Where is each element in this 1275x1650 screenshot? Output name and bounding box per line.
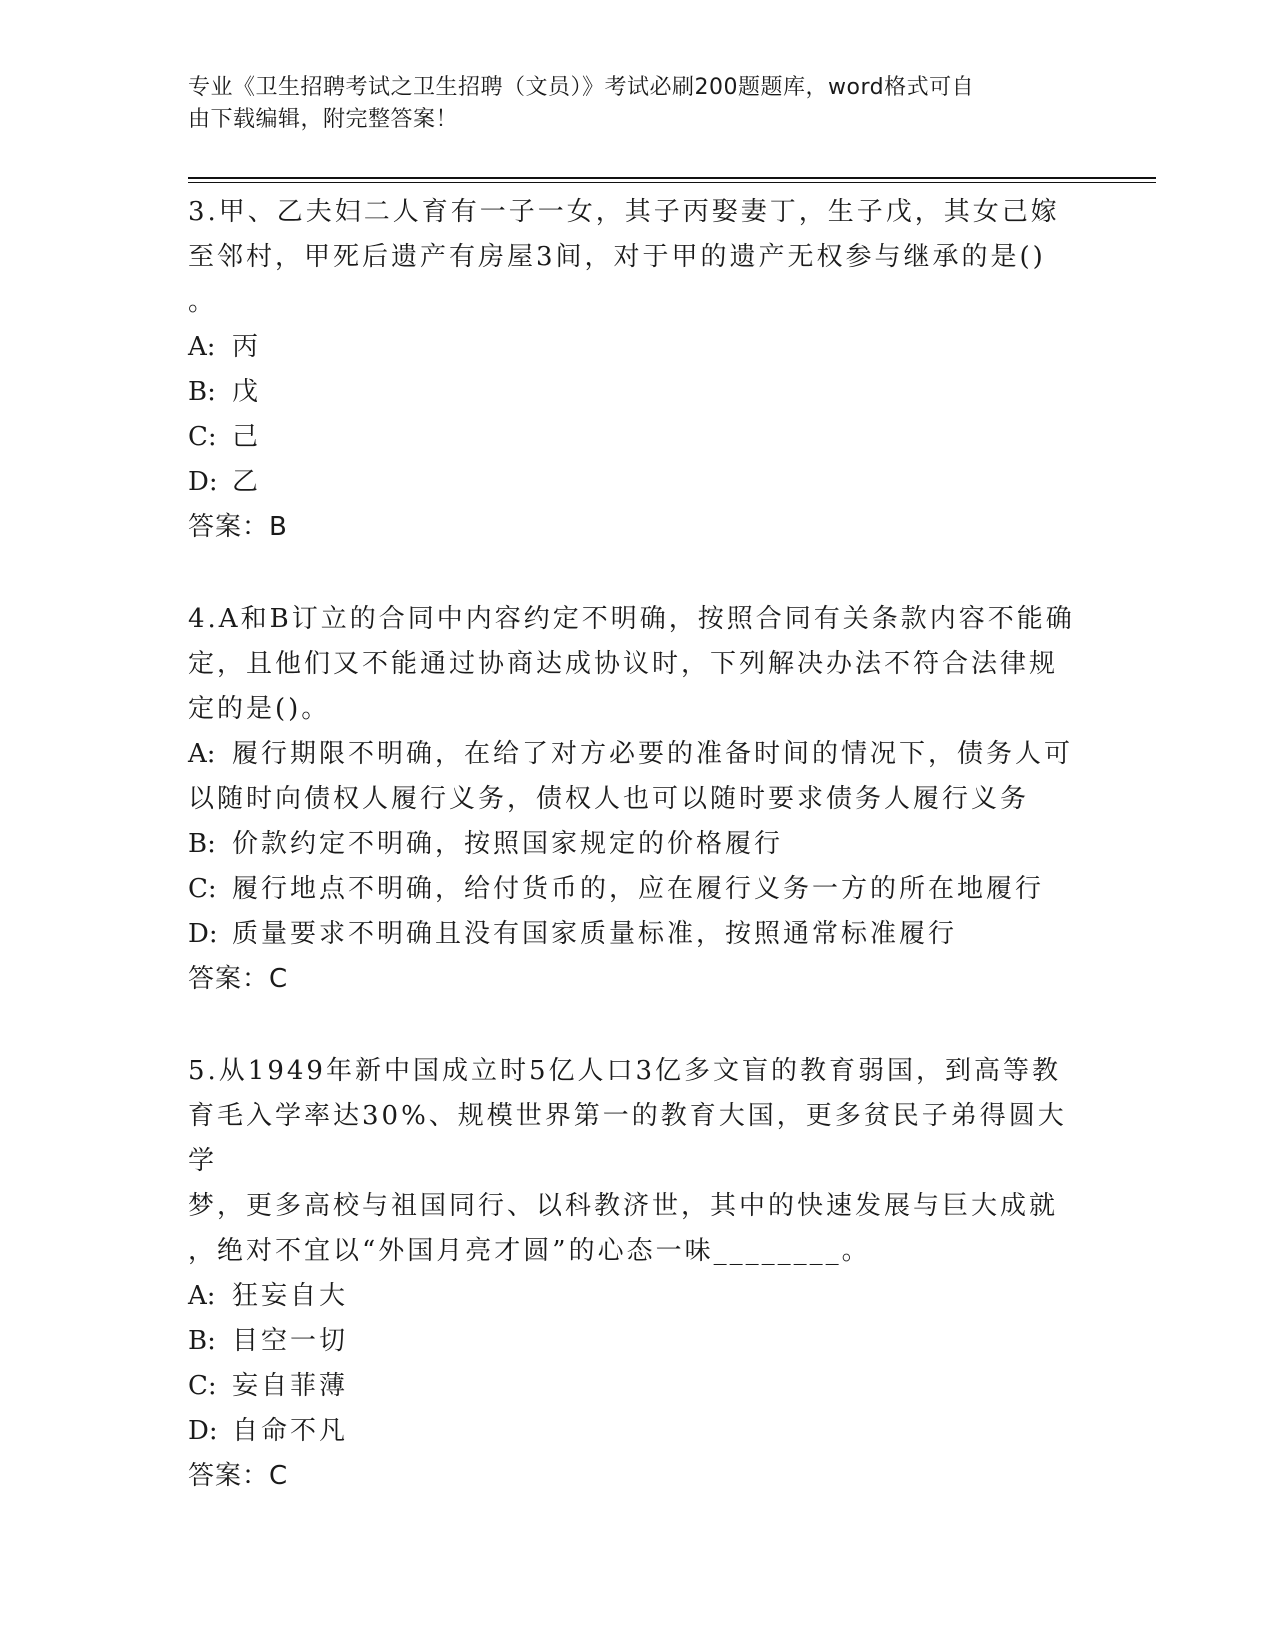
option-key: B: [188, 829, 216, 859]
option-text: 履行期限不明确，在给了对方必要的准备时间的情况下，债务人可 [232, 739, 1074, 769]
option-text: 价款约定不明确，按照国家规定的价格履行 [232, 829, 784, 859]
question-5-line-1: 5.从1949年新中国成立时5亿人口3亿多文盲的教育弱国，到高等教 [188, 1056, 1062, 1086]
question-4 [188, 597, 1088, 1002]
header-rule-thin [188, 182, 1156, 183]
question-4-option-c [188, 867, 1088, 912]
question-4-option-d [188, 912, 1088, 957]
option-key: C: [188, 874, 217, 904]
question-5-answer: 答案：C [188, 1461, 289, 1491]
question-3 [188, 190, 1088, 550]
header-rule-thick [188, 177, 1156, 179]
option-text: 目空一切 [232, 1326, 349, 1356]
question-5-line-3: 梦，更多高校与祖国同行、以科教济世，其中的快速发展与巨大成就 [188, 1191, 1059, 1221]
option-key: B: [188, 377, 216, 407]
question-4-line-2: 定，且他们又不能通过协商达成协议时，下列解决办法不符合法律规 [188, 649, 1059, 679]
question-3-option-a [188, 325, 1088, 370]
option-text: 丙 [232, 332, 262, 362]
option-key: B: [188, 1326, 216, 1356]
question-5-line-2: 育毛入学率达30%、规模世界第一的教育大国，更多贫民子弟得圆大学 [188, 1101, 1067, 1176]
option-text: 履行地点不明确，给付货币的，应在履行义务一方的所在地履行 [232, 874, 1045, 904]
question-5-option-d [188, 1409, 1088, 1454]
option-key: A: [188, 1281, 216, 1311]
option-text: 狂妄自大 [232, 1281, 349, 1311]
question-5-option-c [188, 1364, 1088, 1409]
option-key: D: [188, 919, 218, 949]
option-text: 戊 [232, 377, 262, 407]
question-3-answer: 答案：B [188, 512, 288, 542]
option-key: D: [188, 467, 218, 497]
question-3-option-c [188, 415, 1088, 460]
option-key: A: [188, 739, 216, 769]
question-4-line-3: 定的是()。 [188, 694, 331, 724]
option-text: 质量要求不明确且没有国家质量标准，按照通常标准履行 [232, 919, 958, 949]
question-4-option-a [188, 732, 1088, 777]
question-5 [188, 1049, 1088, 1499]
question-3-line-3: 。 [188, 287, 218, 317]
header-line-1: 专业《卫生招聘考试之卫生招聘（文员）》考试必刷200题题库，word格式可自 [188, 75, 975, 100]
question-3-option-b [188, 370, 1088, 415]
option-text: 妄自菲薄 [232, 1371, 349, 1401]
option-text: 自命不凡 [232, 1416, 349, 1446]
option-key: C: [188, 1371, 217, 1401]
document-header [188, 72, 1068, 136]
question-5-line-4: ，绝对不宜以“外国月亮才圆”的心态一味________。 [188, 1236, 871, 1266]
question-4-option-a-continued: 以随时向债权人履行义务，债权人也可以随时要求债务人履行义务 [188, 784, 1030, 814]
option-key: A: [188, 332, 216, 362]
option-key: D: [188, 1416, 218, 1446]
question-3-line-1: 3.甲、乙夫妇二人育有一子一女，其子丙娶妻丁，生子戊，其女己嫁 [188, 197, 1060, 227]
question-5-option-a [188, 1274, 1088, 1319]
question-3-option-d [188, 460, 1088, 505]
question-4-line-1: 4.A和B订立的合同中内容约定不明确，按照合同有关条款内容不能确 [188, 604, 1075, 634]
option-text: 己 [232, 422, 262, 452]
option-key: C: [188, 422, 217, 452]
question-list [188, 190, 1088, 1546]
option-text: 乙 [232, 467, 262, 497]
question-4-answer: 答案：C [188, 964, 289, 994]
question-4-option-b [188, 822, 1088, 867]
question-3-line-2: 至邻村，甲死后遗产有房屋3间，对于甲的遗产无权参与继承的是() [188, 242, 1046, 272]
header-line-2: 由下载编辑，附完整答案！ [188, 107, 459, 132]
question-5-option-b [188, 1319, 1088, 1364]
